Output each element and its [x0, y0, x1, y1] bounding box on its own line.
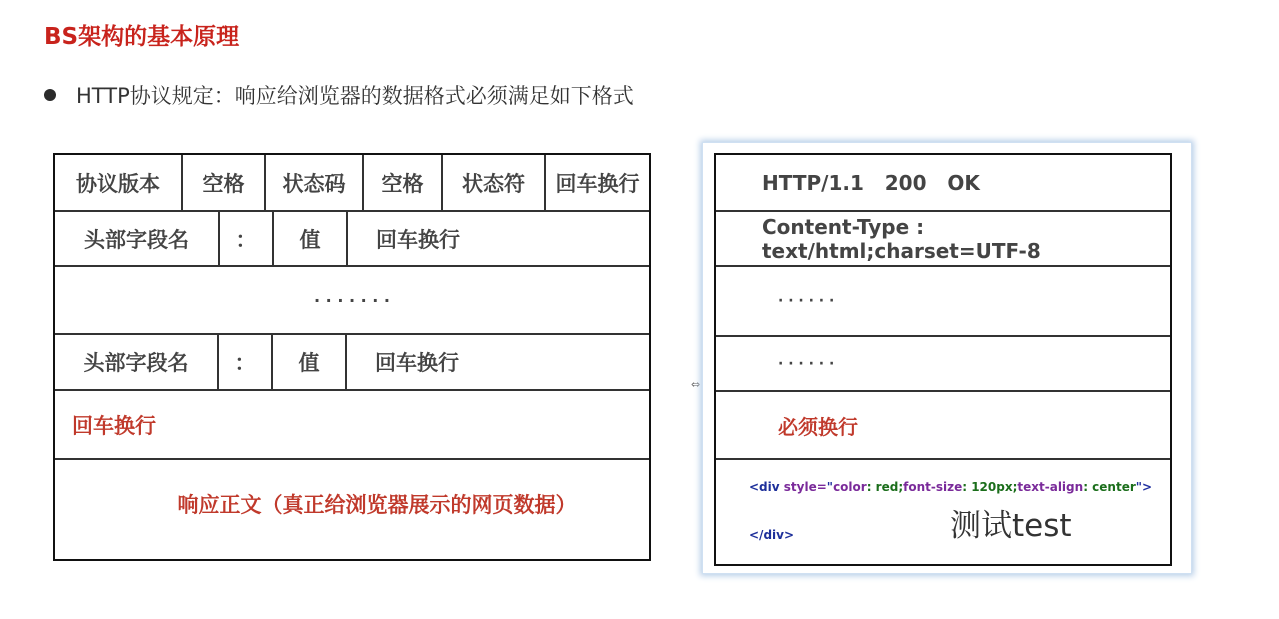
rendered-test-text: 测试test [950, 508, 1072, 544]
status-row [716, 155, 1170, 212]
must-newline-label: 必须换行 [778, 414, 858, 439]
code-token: font-size [903, 480, 963, 494]
must-newline-row [716, 392, 1170, 460]
header-row [55, 212, 649, 267]
ellipsis-row [716, 267, 1170, 337]
code-token: " [826, 480, 834, 494]
cell-value: 值 [273, 335, 347, 389]
cell-value: 值 [274, 212, 348, 265]
cell-status-text: 状态符 [443, 155, 546, 210]
code-token: : center [1083, 480, 1136, 494]
slide-title: BS架构的基本原理 [44, 24, 240, 50]
blank-line-row [55, 391, 649, 460]
status-line-row [55, 155, 649, 212]
content-type-row [716, 212, 1170, 267]
bullet-text: HTTP协议规定：响应给浏览器的数据格式必须满足如下格式 [76, 84, 634, 108]
response-format-table [53, 153, 651, 561]
response-example-table [714, 153, 1172, 566]
ellipsis-row [55, 267, 649, 335]
code-token: style= [783, 480, 827, 494]
code-close-line: </div> [749, 528, 795, 542]
bullet-dot-icon [44, 89, 56, 101]
html-body-row [716, 460, 1170, 564]
cell-colon: ： [220, 212, 274, 265]
response-body-label: 响应正文（真正给浏览器展示的网页数据） [177, 492, 577, 517]
cell-header-name: 头部字段名 [55, 335, 219, 389]
code-token: color [833, 480, 867, 494]
cell-protocol-version: 协议版本 [55, 155, 183, 210]
cell-header-name: 头部字段名 [55, 212, 220, 265]
ellipsis: · · · · · · · [314, 290, 390, 310]
header-row [55, 335, 649, 391]
cell-status-code: 状态码 [266, 155, 364, 210]
cell-crlf: 回车换行 [376, 227, 460, 252]
status-line: HTTP/1.1 200 OK [762, 170, 980, 195]
bullet-point [44, 80, 634, 110]
code-token: text-align [1017, 480, 1084, 494]
ellipsis: · · · · · · [778, 355, 835, 372]
cell-crlf: 回车换行 [375, 351, 459, 375]
code-token: <div [749, 480, 780, 494]
code-token: "> [1135, 480, 1153, 494]
resize-handle-icon[interactable]: ⇔ [691, 378, 701, 391]
cell-space: 空格 [364, 155, 443, 210]
code-open-line [749, 480, 1152, 494]
ellipsis-row [716, 337, 1170, 392]
code-token: : red; [866, 480, 904, 494]
code-token: : 120px; [962, 480, 1018, 494]
ellipsis: · · · · · · [778, 293, 835, 309]
crlf-label: 回车换行 [72, 413, 156, 438]
content-type-header: Content-Type : text/html;charset=UTF-8 [762, 214, 1041, 263]
cell-space: 空格 [183, 155, 266, 210]
cell-colon: ： [219, 335, 273, 389]
cell-crlf: 回车换行 [555, 171, 640, 196]
body-row [55, 460, 649, 559]
